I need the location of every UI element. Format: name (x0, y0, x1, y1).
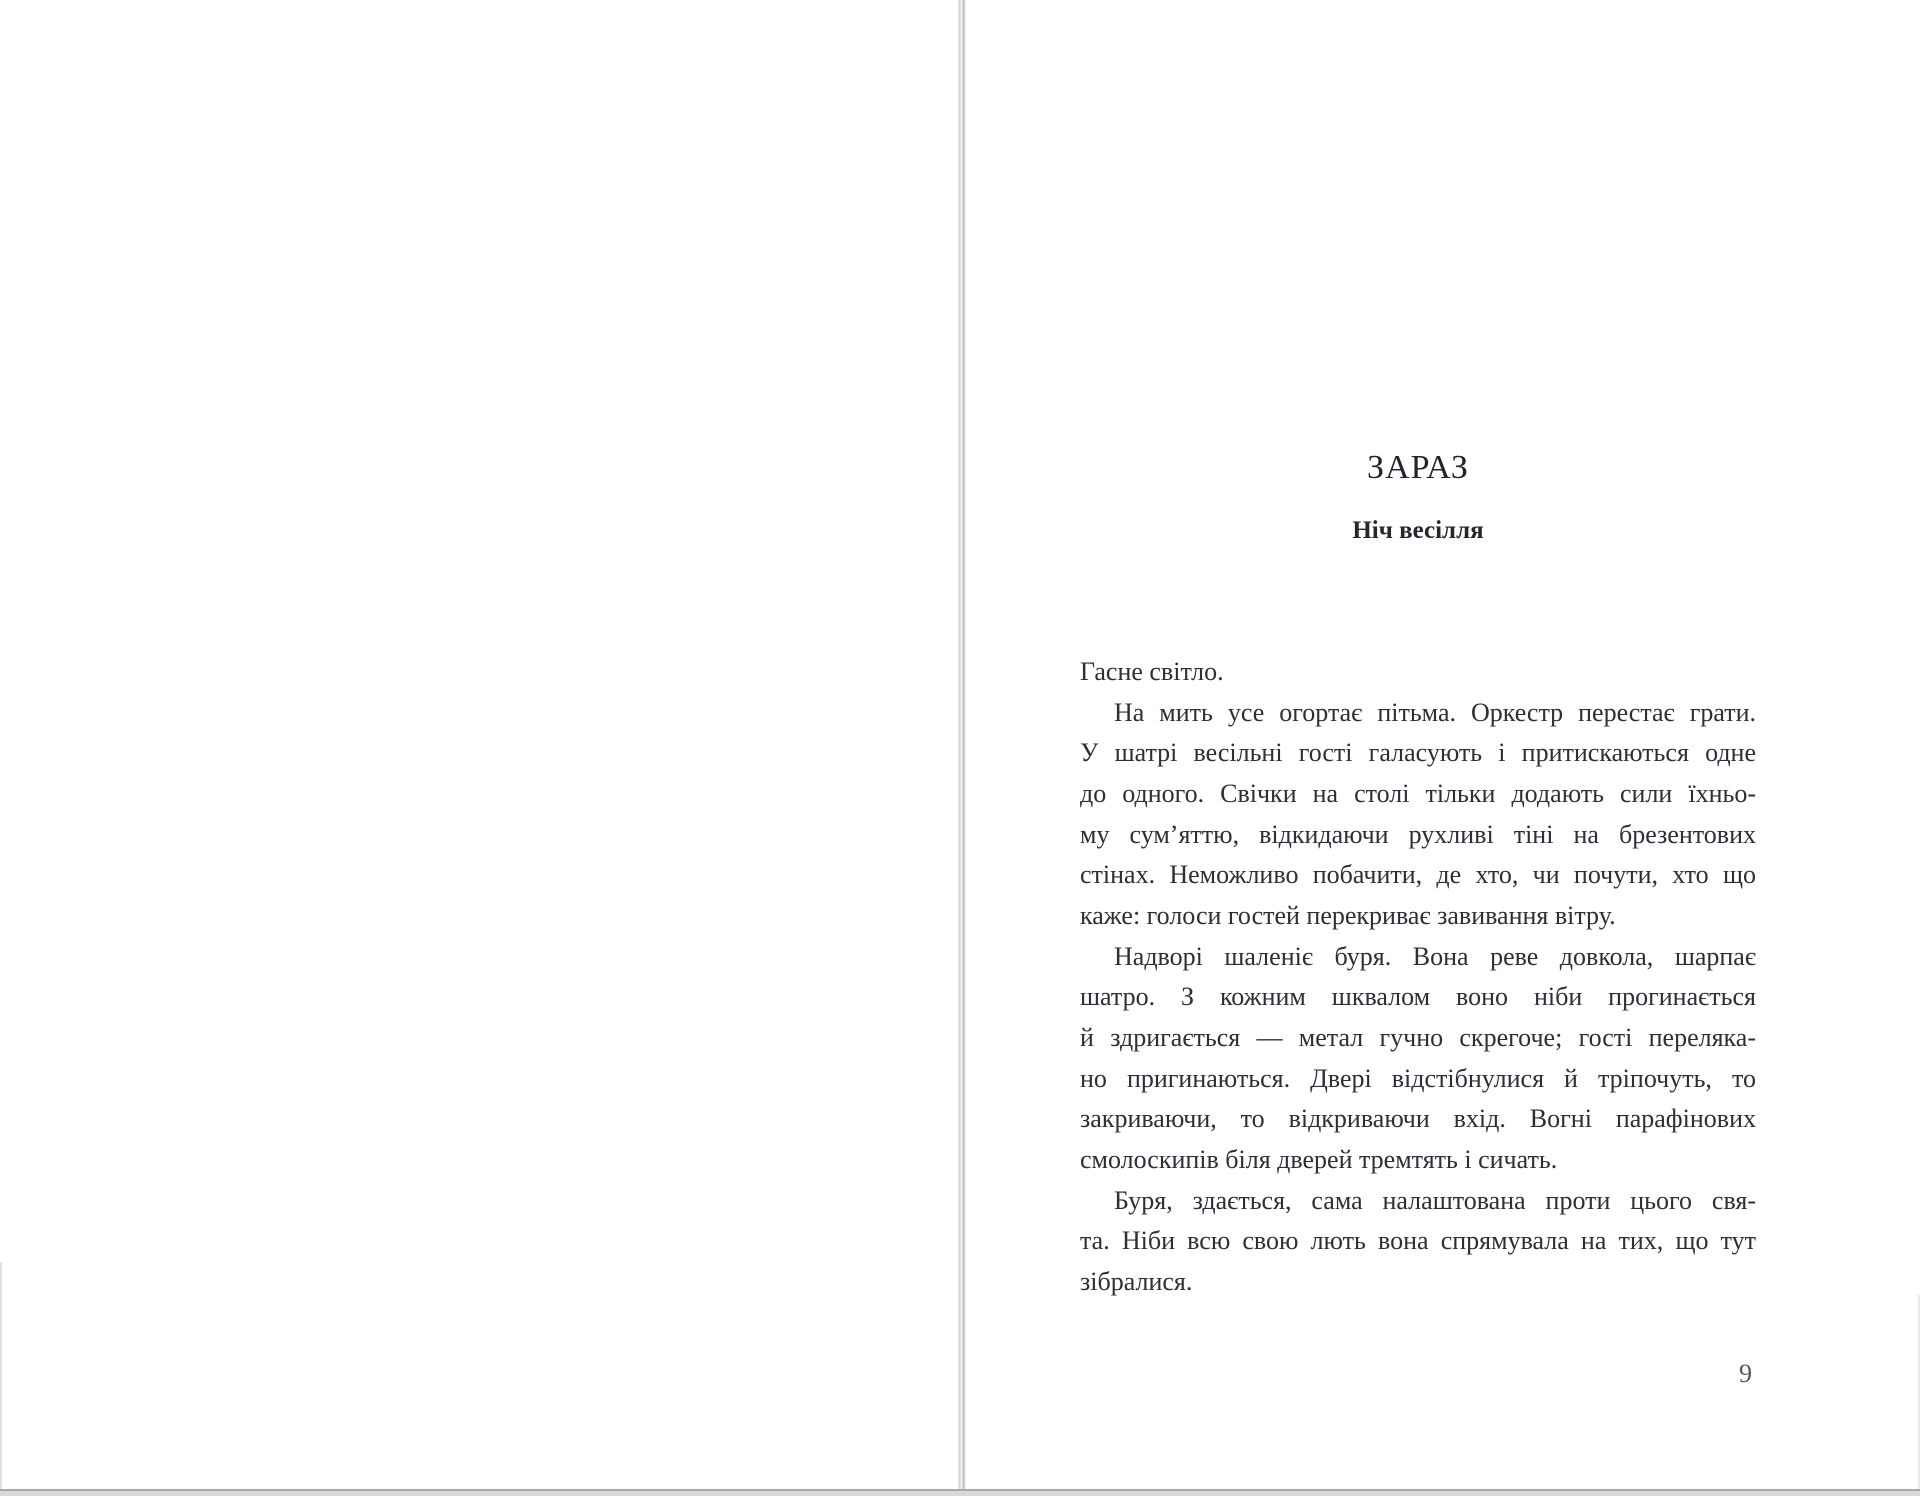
chapter-subtitle: Ніч весілля (1352, 517, 1484, 544)
text-line: Надворі шаленіє буря. Вона реве довкола, шарпає (1114, 941, 1756, 971)
text-line: та. Ніби всю свою лють вона спрямувала на тих, що тут (1080, 1226, 1756, 1256)
text-line: закриваючи, то відкриваючи вхід. Вогні парафінових (1080, 1104, 1756, 1134)
page-gutter-divider (958, 0, 966, 1496)
text-line: му сум’яттю, відкидаючи рухливі тіні на брезентових (1080, 819, 1756, 849)
chapter-title: ЗАРАЗ (1367, 449, 1469, 486)
text-line: до одного. Свічки на столі тільки додають сили їхньо- (1080, 778, 1756, 808)
text-line: стінах. Неможливо побачити, де хто, чи почути, хто що (1080, 860, 1756, 890)
text-line: каже: голоси гостей перекриває завивання вітру. (1080, 900, 1616, 930)
text-line: шатро. З кожним шквалом воно ніби прогинається (1080, 982, 1756, 1012)
text-line: Гасне світло. (1080, 657, 1224, 686)
left-page-edge-shadow (0, 1262, 2, 1496)
paragraph (1080, 693, 1756, 937)
bottom-page-edge-shadow (0, 1489, 1920, 1496)
text-line: На мить усе огортає пітьма. Оркестр перестає грати. (1114, 697, 1756, 727)
text-line: зібралися. (1080, 1266, 1193, 1296)
text-line: й здригається — метал гучно скрегоче; гості переляка- (1080, 1022, 1756, 1052)
paragraph (1080, 1181, 1756, 1303)
right-page[interactable] (966, 0, 1920, 1496)
text-line: У шатрі весільні гості галасують і притискаються одне (1080, 738, 1756, 768)
paragraph (1080, 652, 1756, 693)
body-text (1080, 652, 1756, 1303)
page-number: 9 (1739, 1359, 1752, 1388)
text-line: смолоскипів біля дверей тремтять і сичать. (1080, 1144, 1558, 1174)
page-content (1080, 0, 1756, 1496)
text-line: Буря, здається, сама налаштована проти цього свя- (1114, 1185, 1756, 1215)
paragraph (1080, 937, 1756, 1181)
text-line: но пригинаються. Двері відстібнулися й тріпочуть, то (1080, 1063, 1756, 1093)
left-page[interactable] (0, 0, 958, 1496)
